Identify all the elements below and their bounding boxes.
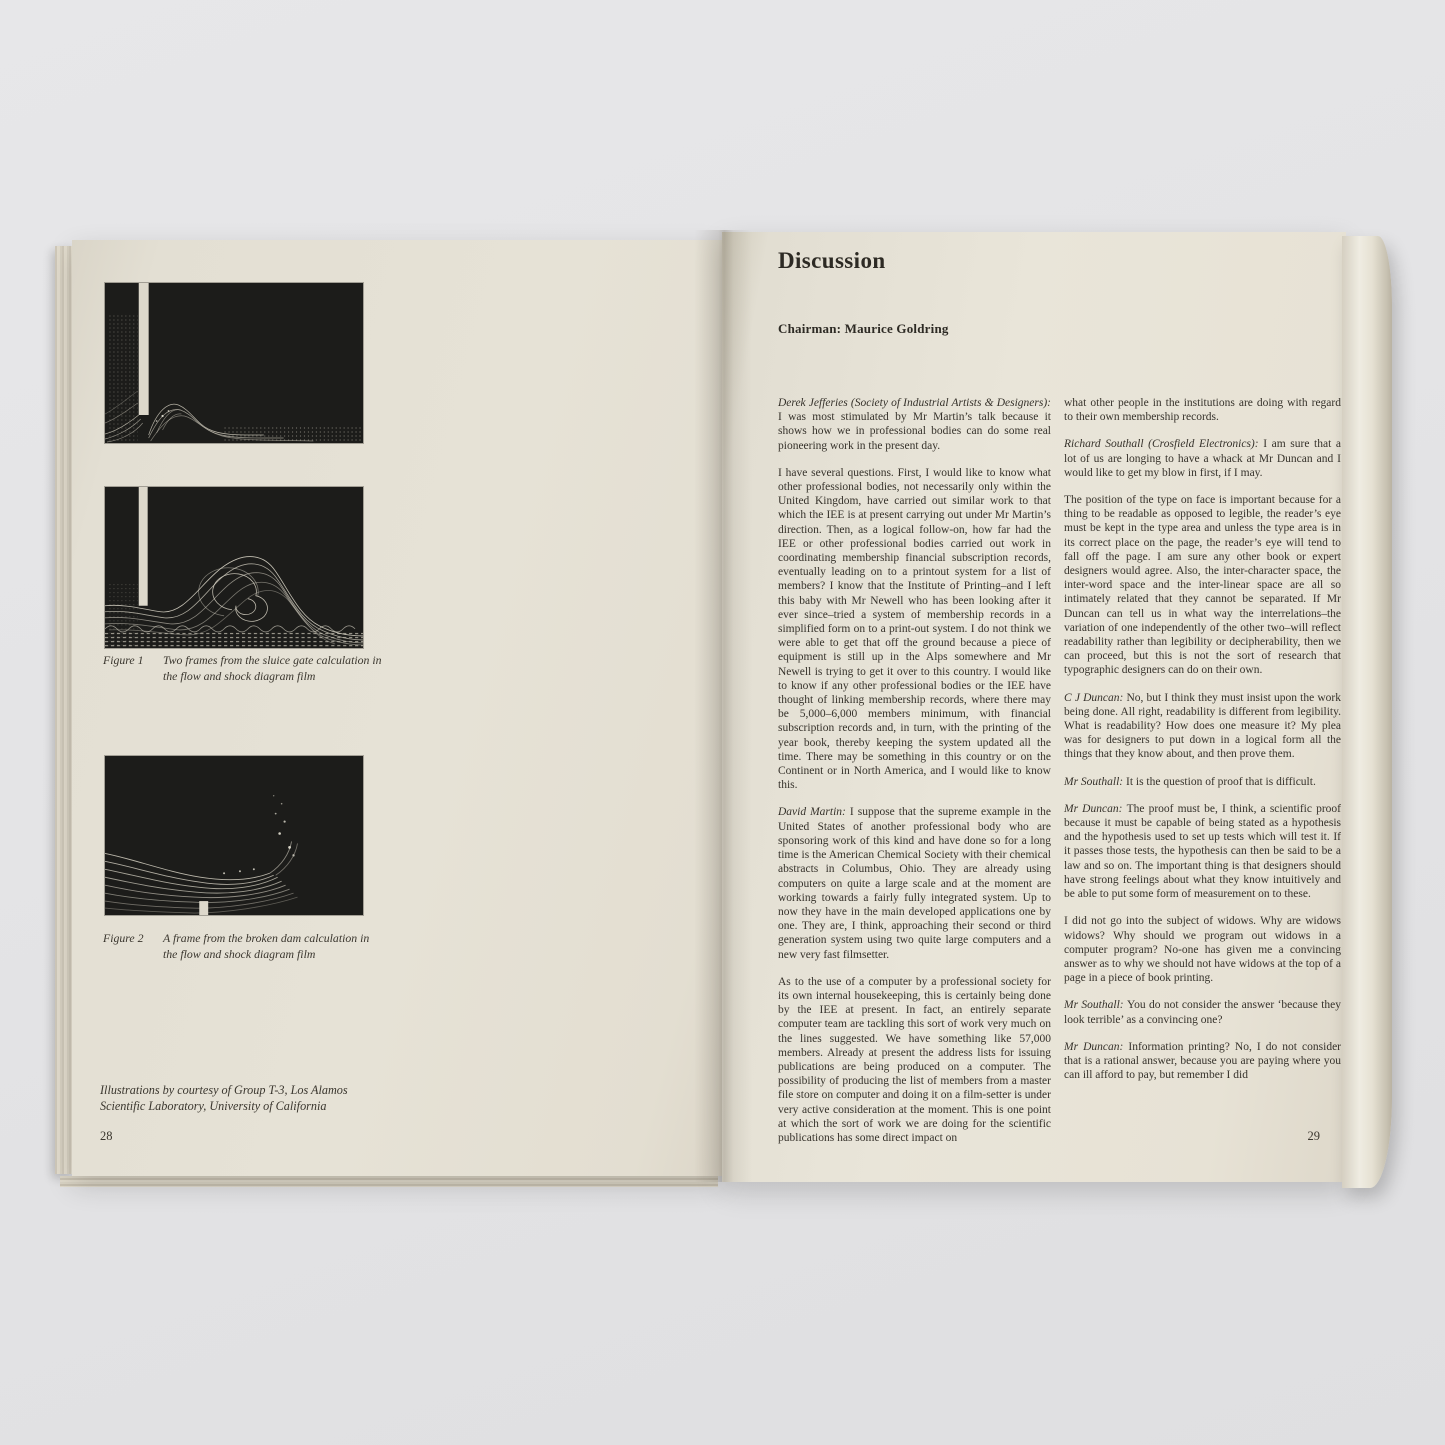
discussion-paragraph: David Martin: I suppose that the supreme example in the United States of another professional body who are sponsoring work of this kind and have done so for a long time is the American Chemical Society with their chemical abstracts in Columbus, Ohio. They are already using computers on quite a large scale and at the moment are working towards a fairly fully integrated system. Up to now they have in the main developed applications one by one. They are, I think, approaching their second or third generation system using two quite large computers and a new very fast filmsetter. <box>778 806 1051 961</box>
speaker-name: C J Duncan: <box>1064 691 1127 704</box>
page-number-left: 28 <box>100 1129 113 1143</box>
speaker-name: Mr Duncan: <box>1064 1040 1129 1053</box>
page-title: Discussion <box>778 248 886 273</box>
discussion-column-1 <box>778 396 1051 1145</box>
speaker-name: David Martin: <box>778 806 850 819</box>
figure-1-frame-a-image <box>105 283 363 443</box>
left-page <box>72 240 722 1176</box>
discussion-paragraph: Derek Jefferies (Society of Industrial Artists & Designers): I was most stimulated by Mr Martin’s talk because it shows how we in professional bodies can do some real pioneering work in the present day. <box>778 397 1051 452</box>
discussion-paragraph: I did not go into the subject of widows. Why are widows widows? Why should we program out widows in a computer program? No-one has given me a convincing answer as to why we should not have widows at the top of a page in a piece of book printing. <box>1064 915 1341 985</box>
discussion-paragraph: The position of the type on face is important because for a thing to be readable as opposed to legible, the reader’s eye must be kept in the type area and unless the type area is in its correct place on the page, the reader’s eye will tend to fall off the page. I am sure any other book or expert designers would agree. Also, the inter-character space, the inter-word space and the inter-linear space are all so intimately related that they cannot be separated. If Mr Duncan can tell us in what way the interrelations–the variation of one independently of the other two–will reflect readability rather than legibility or decipherability, then we can proceed, but this is not the sort of research that typographic designers can do on their own. <box>1064 494 1341 677</box>
discussion-paragraph: I have several questions. First, I would like to know what other professional bodies, not necessarily only within the United Kingdom, have carried out similar work to that which the IEE is at present carrying out under Mr Martin’s direction. Then, as a logical follow-on, how far had the IEE or other professional bodies carried out work in coordinating membership financial subscription records, eventually leading on to a printout system for a list of members? I know that the Institute of Printing–and I left this baby with Mr Newell who has been looking after it ever since–tried a system of membership records in a simplified form on to a print-out system. I do not think we were able to get that off the ground because a piece of equipment is still up in the Alps somewhere and Mr Newell is trying to get it over to this country. I would like to know if any other professional bodies or the IEE have thought of linking membership records, where there may be 5,000–6,000 members minimum, with financial subscription records and, in turn, with the printing of the year book, thereby keeping the system updated all the time. There may be something in this country or on the Continent or in North America, and I would like to know this. <box>778 466 1051 792</box>
discussion-paragraph: Mr Duncan: Information printing? No, I do not consider that is a rational answer, because you are paying where you can ill afford to pay, but remember I did <box>1064 1040 1341 1082</box>
discussion-paragraph: Mr Southall: It is the question of proof that is difficult. <box>1064 775 1316 788</box>
illustration-credit: Illustrations by courtesy of Group T-3, Los Alamos Scientific Laboratory, University of California <box>100 1083 348 1113</box>
figure-2-caption-text: A frame from the broken dam calculation in the flow and shock diagram film <box>163 931 370 961</box>
speaker-name: Mr Southall: <box>1064 775 1126 788</box>
figure-1-caption <box>103 653 385 684</box>
discussion-paragraph: Richard Southall (Crosfield Electronics): I am sure that a lot of us are longing to have a whack at Mr Duncan and I would like to get my blow in first, if I may. <box>1064 438 1342 479</box>
page-curl-edge <box>1342 236 1392 1188</box>
figure-2-label: Figure 2 <box>103 931 144 945</box>
figure-1-caption-text: Two frames from the sluice gate calculation in the flow and shock diagram film <box>163 653 382 683</box>
bottom-page-edge-stack <box>60 1176 718 1187</box>
figure-2-image <box>105 756 363 915</box>
speaker-name: Richard Southall (Crosfield Electronics): <box>1064 438 1264 451</box>
speaker-name: Derek Jefferies (Society of Industrial Artists & Designers): <box>778 397 1051 409</box>
speaker-name: Mr Southall: <box>1064 999 1127 1012</box>
figure-1-label: Figure 1 <box>103 653 144 667</box>
discussion-paragraph: Mr Duncan: The proof must be, I think, a scientific proof because it must be capable of being stated as a hypothesis and the hypothesis used to set up tests which will test it. If it passes those tests, the hypothesis can then be said to be a law and so on. The important thing is that designers should have strong feelings about what they know intuitively and be able to put some form of measurement on to these. <box>1064 802 1342 901</box>
figure-1-frame-b-image <box>105 487 363 648</box>
discussion-paragraph: As to the use of a computer by a professional society for its own internal housekeeping, this is certainly being done by the IEE at present. In fact, an entirely separate computer team are tackling this sort of work very much on the lines suggested. We have something like 57,000 members. Already at present the address lists for issuing publications are being produced on a computer. The possibility of producing the list of members from a master file store on computer and doing it on a film-setter is under very active consideration at the moment. This is one point at which the sort of work we are doing for the scientific publications has some direct impact on <box>778 975 1051 1144</box>
discussion-paragraph: what other people in the institutions are doing with regard to their own membership records. <box>1064 397 1341 424</box>
chairman-line: Chairman: Maurice Goldring <box>778 321 949 336</box>
discussion-paragraph: Mr Southall: You do not consider the answer ‘because they look terrible’ as a convincing one? <box>1064 999 1341 1026</box>
page-number-right: 29 <box>1307 1129 1320 1143</box>
figure-2-caption <box>103 931 385 962</box>
discussion-column-2 <box>1064 396 1341 1082</box>
speaker-name: Mr Duncan: <box>1064 802 1127 815</box>
discussion-paragraph: C J Duncan: No, but I think they must insist upon the work being done. All right, readability is different from legibility. What is readability? How does one measure it? My plea was for designers to put down in a logical form all the things that they know about, and then prove them. <box>1064 691 1341 761</box>
